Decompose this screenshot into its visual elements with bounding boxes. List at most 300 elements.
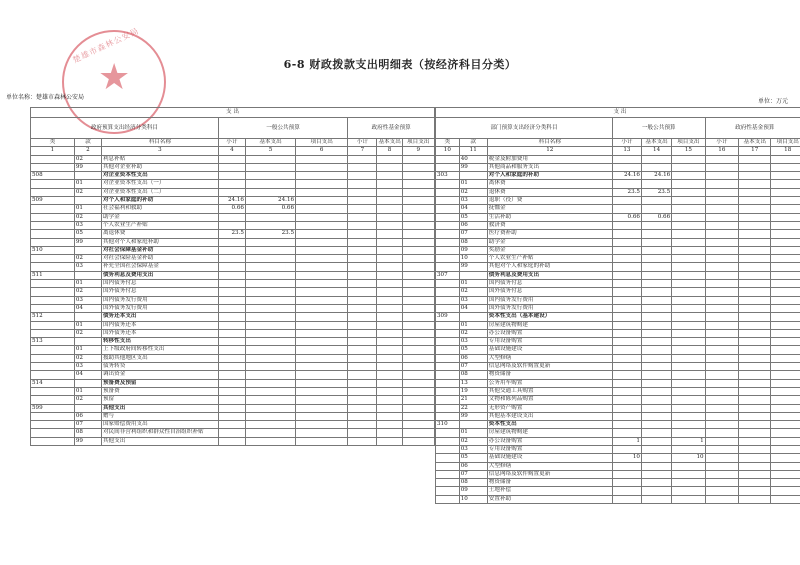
column-index: 2 xyxy=(74,147,101,155)
table-cell xyxy=(739,479,771,487)
column-header-row xyxy=(31,139,435,147)
table-cell xyxy=(612,288,641,296)
table-cell xyxy=(612,445,641,453)
table-cell xyxy=(641,396,671,404)
table-cell xyxy=(705,387,738,395)
table-cell xyxy=(377,163,402,171)
table-cell xyxy=(771,421,800,429)
table-cell: 离退休费 xyxy=(101,230,218,238)
table-row xyxy=(31,230,435,238)
table-cell xyxy=(218,321,245,329)
table-cell xyxy=(74,271,101,279)
table-row xyxy=(31,246,435,254)
table-cell xyxy=(31,387,75,395)
table-cell xyxy=(771,213,800,221)
table-cell xyxy=(377,172,402,180)
table-cell xyxy=(641,412,671,420)
table-cell xyxy=(672,321,705,329)
table-row xyxy=(436,188,800,196)
table-cell: 21 xyxy=(459,396,487,404)
table-cell: 511 xyxy=(31,271,75,279)
table-cell xyxy=(739,188,771,196)
table-cell xyxy=(296,321,348,329)
table-cell xyxy=(641,321,671,329)
table-cell: 对企业资本性支出（一） xyxy=(101,180,218,188)
table-cell xyxy=(436,180,460,188)
table-cell xyxy=(771,371,800,379)
table-cell: 0.66 xyxy=(612,213,641,221)
table-cell: 其他对企业补助 xyxy=(101,163,218,171)
table-cell: 01 xyxy=(74,280,101,288)
section-label: 支 出 xyxy=(31,108,435,118)
table-cell xyxy=(436,188,460,196)
table-cell: 508 xyxy=(31,172,75,180)
table-row xyxy=(436,321,800,329)
table-row xyxy=(31,296,435,304)
table-cell xyxy=(245,213,295,221)
table-cell xyxy=(739,329,771,337)
table-cell xyxy=(402,197,435,205)
table-row xyxy=(436,396,800,404)
table-cell xyxy=(739,296,771,304)
table-cell xyxy=(705,346,738,354)
table-cell: 离休费 xyxy=(487,180,612,188)
table-cell xyxy=(705,445,738,453)
unit-label: 单位：万元 xyxy=(757,98,788,105)
table-cell xyxy=(641,354,671,362)
table-cell xyxy=(31,321,75,329)
table-cell xyxy=(436,255,460,263)
table-cell: 调出资金 xyxy=(101,371,218,379)
table-cell: 99 xyxy=(74,238,101,246)
table-cell xyxy=(377,304,402,312)
table-cell xyxy=(612,379,641,387)
table-cell xyxy=(641,479,671,487)
table-cell xyxy=(612,371,641,379)
table-row xyxy=(436,230,800,238)
page-title: 6-8 财政拨款支出明细表（按经济科目分类） xyxy=(283,58,517,71)
table-cell xyxy=(739,404,771,412)
table-cell xyxy=(771,180,800,188)
table-cell xyxy=(705,487,738,495)
table-cell xyxy=(672,280,705,288)
table-cell xyxy=(436,462,460,470)
table-cell xyxy=(641,255,671,263)
table-cell: 资本性支出（基本建设） xyxy=(487,313,612,321)
table-cell xyxy=(641,280,671,288)
column-index: 6 xyxy=(296,147,348,155)
table-cell xyxy=(31,296,75,304)
table-cell: 其他支出 xyxy=(101,404,218,412)
table-cell xyxy=(612,221,641,229)
table-cell xyxy=(641,180,671,188)
table-cell xyxy=(641,371,671,379)
table-cell xyxy=(348,155,377,163)
table-cell xyxy=(31,329,75,337)
table-cell xyxy=(771,487,800,495)
table-cell xyxy=(641,379,671,387)
table-cell xyxy=(612,387,641,395)
table-cell xyxy=(218,155,245,163)
column-index: 14 xyxy=(641,147,671,155)
table-cell xyxy=(31,263,75,271)
table-cell xyxy=(436,321,460,329)
table-row xyxy=(436,329,800,337)
table-cell: 补充全国社会保障基金 xyxy=(101,263,218,271)
table-cell xyxy=(296,246,348,254)
table-cell xyxy=(705,371,738,379)
table-cell xyxy=(739,172,771,180)
table-cell xyxy=(739,263,771,271)
table-cell xyxy=(641,329,671,337)
table-cell: 40 xyxy=(459,155,487,163)
table-row xyxy=(436,495,800,503)
table-cell: 07 xyxy=(74,421,101,429)
table-cell xyxy=(218,255,245,263)
table-cell xyxy=(402,280,435,288)
table-cell xyxy=(459,271,487,279)
table-cell: 02 xyxy=(459,288,487,296)
table-cell: 安置补助 xyxy=(487,495,612,503)
table-cell xyxy=(296,155,348,163)
table-cell xyxy=(739,495,771,503)
table-cell xyxy=(218,437,245,445)
table-cell xyxy=(672,263,705,271)
table-cell: 06 xyxy=(459,462,487,470)
table-cell xyxy=(218,313,245,321)
table-cell: 生活补助 xyxy=(487,213,612,221)
table-cell: 99 xyxy=(74,163,101,171)
table-cell: 02 xyxy=(74,329,101,337)
table-cell: 房屋建筑物购建 xyxy=(487,429,612,437)
table-cell xyxy=(771,479,800,487)
table-row xyxy=(31,363,435,371)
table-cell xyxy=(705,379,738,387)
table-cell xyxy=(31,346,75,354)
table-cell xyxy=(641,429,671,437)
table-cell: 退休费 xyxy=(487,188,612,196)
table-cell xyxy=(771,404,800,412)
seal-ring-text: 楚雄市森林公安局 xyxy=(71,26,141,65)
table-row xyxy=(436,197,800,205)
table-row xyxy=(31,429,435,437)
table-row xyxy=(31,404,435,412)
table-cell: 基础设施建设 xyxy=(487,454,612,462)
table-cell: 07 xyxy=(459,470,487,478)
table-cell xyxy=(771,429,800,437)
table-cell xyxy=(705,255,738,263)
table-cell xyxy=(739,412,771,420)
table-cell xyxy=(218,396,245,404)
table-cell xyxy=(348,404,377,412)
table-cell xyxy=(672,271,705,279)
table-cell xyxy=(705,288,738,296)
table-row xyxy=(436,387,800,395)
table-cell xyxy=(739,213,771,221)
table-cell xyxy=(612,313,641,321)
table-cell: 02 xyxy=(74,354,101,362)
table-cell xyxy=(612,338,641,346)
table-cell: 03 xyxy=(74,221,101,229)
table-cell xyxy=(245,296,295,304)
table-cell xyxy=(672,404,705,412)
table-cell xyxy=(377,371,402,379)
group-header: 一般公共预算 xyxy=(218,118,347,139)
table-cell: 23.5 xyxy=(612,188,641,196)
table-cell xyxy=(436,246,460,254)
table-cell: 514 xyxy=(31,379,75,387)
table-cell: 0.66 xyxy=(245,205,295,213)
table-cell: 国外债务发行费用 xyxy=(101,304,218,312)
table-cell: 309 xyxy=(436,313,460,321)
table-cell: 预留 xyxy=(101,396,218,404)
table-cell xyxy=(296,437,348,445)
table-cell xyxy=(705,470,738,478)
table-cell: 助学金 xyxy=(487,238,612,246)
table-cell xyxy=(402,296,435,304)
table-cell xyxy=(672,246,705,254)
table-cell: 助学金 xyxy=(101,213,218,221)
table-cell xyxy=(705,396,738,404)
table-cell xyxy=(672,429,705,437)
table-cell xyxy=(402,155,435,163)
table-cell xyxy=(705,421,738,429)
table-cell xyxy=(672,304,705,312)
table-cell xyxy=(612,296,641,304)
column-index: 10 xyxy=(436,147,460,155)
table-cell xyxy=(377,396,402,404)
table-cell xyxy=(739,470,771,478)
table-cell xyxy=(771,313,800,321)
table-cell xyxy=(402,346,435,354)
table-cell xyxy=(641,246,671,254)
table-cell: 其他支出 xyxy=(101,437,218,445)
table-cell xyxy=(402,396,435,404)
table-cell xyxy=(771,172,800,180)
table-cell xyxy=(771,188,800,196)
table-row xyxy=(436,313,800,321)
table-cell xyxy=(612,246,641,254)
table-cell xyxy=(641,487,671,495)
table-cell xyxy=(31,304,75,312)
table-cell xyxy=(641,346,671,354)
table-cell xyxy=(771,379,800,387)
table-cell xyxy=(739,255,771,263)
table-cell xyxy=(436,387,460,395)
table-cell xyxy=(377,271,402,279)
table-cell xyxy=(771,246,800,254)
table-row xyxy=(436,280,800,288)
table-cell xyxy=(377,230,402,238)
table-cell: 07 xyxy=(459,230,487,238)
table-cell xyxy=(739,437,771,445)
table-cell xyxy=(348,180,377,188)
table-cell: 02 xyxy=(459,188,487,196)
table-cell xyxy=(705,197,738,205)
table-cell xyxy=(771,454,800,462)
table-cell xyxy=(672,213,705,221)
section-header-row xyxy=(31,108,435,118)
table-cell xyxy=(436,221,460,229)
table-cell xyxy=(739,445,771,453)
table-cell: 02 xyxy=(74,188,101,196)
table-cell xyxy=(705,180,738,188)
table-cell xyxy=(348,371,377,379)
table-cell: 社会福利和救助 xyxy=(101,205,218,213)
column-index: 7 xyxy=(348,147,377,155)
table-cell xyxy=(348,429,377,437)
table-cell xyxy=(245,321,295,329)
table-cell xyxy=(377,354,402,362)
table-row xyxy=(436,454,800,462)
table-cell xyxy=(705,230,738,238)
table-cell xyxy=(612,487,641,495)
table-cell xyxy=(672,205,705,213)
table-cell xyxy=(296,271,348,279)
table-cell xyxy=(348,188,377,196)
table-cell xyxy=(672,288,705,296)
table-cell: 24.16 xyxy=(641,172,671,180)
column-index: 4 xyxy=(218,147,245,155)
table-cell: 04 xyxy=(459,304,487,312)
table-cell xyxy=(771,495,800,503)
table-cell xyxy=(31,255,75,263)
table-cell xyxy=(348,396,377,404)
table-cell: 赠与 xyxy=(101,412,218,420)
table-cell xyxy=(705,363,738,371)
table-cell xyxy=(348,230,377,238)
column-header: 款 xyxy=(459,139,487,147)
table-row xyxy=(436,412,800,420)
table-cell: 08 xyxy=(459,479,487,487)
table-cell: 08 xyxy=(74,429,101,437)
table-cell: 06 xyxy=(459,354,487,362)
table-cell: 对社会保障基金补助 xyxy=(101,246,218,254)
table-cell xyxy=(705,304,738,312)
table-cell: 援助其他地区支出 xyxy=(101,354,218,362)
table-cell: 310 xyxy=(436,421,460,429)
table-cell xyxy=(436,346,460,354)
table-row xyxy=(31,263,435,271)
table-cell xyxy=(739,288,771,296)
table-cell: 大型修缮 xyxy=(487,462,612,470)
table-cell xyxy=(218,263,245,271)
table-row xyxy=(31,354,435,362)
table-cell xyxy=(612,346,641,354)
table-cell: 税金及附加费用 xyxy=(487,155,612,163)
table-cell xyxy=(672,354,705,362)
table-cell xyxy=(296,180,348,188)
table-cell xyxy=(348,304,377,312)
table-cell xyxy=(436,495,460,503)
column-header: 项目支出 xyxy=(402,139,435,147)
table-cell xyxy=(771,280,800,288)
table-cell xyxy=(218,387,245,395)
table-cell xyxy=(377,238,402,246)
column-index: 18 xyxy=(771,147,800,155)
table-cell: 基础设施建设 xyxy=(487,346,612,354)
table-cell xyxy=(296,346,348,354)
column-header: 项目支出 xyxy=(771,139,800,147)
table-cell xyxy=(641,445,671,453)
table-row xyxy=(436,163,800,171)
table-cell: 06 xyxy=(74,412,101,420)
table-cell xyxy=(296,404,348,412)
table-cell: 02 xyxy=(459,437,487,445)
table-cell xyxy=(705,495,738,503)
seal-star-icon: ★ xyxy=(98,57,131,98)
table-cell xyxy=(245,255,295,263)
column-header: 款 xyxy=(74,139,101,147)
table-cell xyxy=(218,329,245,337)
table-cell xyxy=(31,205,75,213)
table-cell xyxy=(218,404,245,412)
table-cell xyxy=(218,271,245,279)
table-cell xyxy=(402,172,435,180)
table-cell: 23.5 xyxy=(218,230,245,238)
table-cell: 对个人和家庭的补助 xyxy=(101,197,218,205)
table-row xyxy=(436,470,800,478)
table-cell xyxy=(739,354,771,362)
table-cell xyxy=(672,313,705,321)
table-cell xyxy=(218,304,245,312)
table-cell: 01 xyxy=(459,321,487,329)
table-cell xyxy=(612,197,641,205)
table-cell: 10 xyxy=(672,454,705,462)
table-cell xyxy=(377,313,402,321)
table-cell xyxy=(771,354,800,362)
table-cell: 08 xyxy=(459,371,487,379)
table-cell xyxy=(218,346,245,354)
table-cell xyxy=(348,346,377,354)
table-cell xyxy=(672,363,705,371)
table-cell: 对企业资本性支出 xyxy=(101,172,218,180)
table-cell xyxy=(641,404,671,412)
table-cell: 1 xyxy=(612,437,641,445)
table-cell xyxy=(771,205,800,213)
table-cell xyxy=(348,412,377,420)
table-cell xyxy=(31,412,75,420)
table-cell xyxy=(739,429,771,437)
table-cell xyxy=(402,238,435,246)
table-cell: 23.5 xyxy=(245,230,295,238)
table-cell xyxy=(771,255,800,263)
table-cell xyxy=(641,437,671,445)
table-cell xyxy=(402,412,435,420)
table-row xyxy=(31,387,435,395)
table-cell xyxy=(771,163,800,171)
table-row xyxy=(31,396,435,404)
table-cell: 无形资产购置 xyxy=(487,404,612,412)
table-cell xyxy=(739,304,771,312)
table-cell xyxy=(31,421,75,429)
table-cell xyxy=(672,379,705,387)
table-cell: 01 xyxy=(74,346,101,354)
table-cell: 退职（役）费 xyxy=(487,197,612,205)
table-row xyxy=(31,188,435,196)
table-cell: 0.66 xyxy=(641,213,671,221)
table-cell xyxy=(31,396,75,404)
table-cell xyxy=(641,338,671,346)
table-cell xyxy=(31,221,75,229)
table-cell xyxy=(739,205,771,213)
table-cell xyxy=(348,288,377,296)
table-cell xyxy=(31,371,75,379)
table-cell xyxy=(641,495,671,503)
table-cell xyxy=(377,280,402,288)
table-cell xyxy=(641,221,671,229)
table-cell xyxy=(296,255,348,263)
